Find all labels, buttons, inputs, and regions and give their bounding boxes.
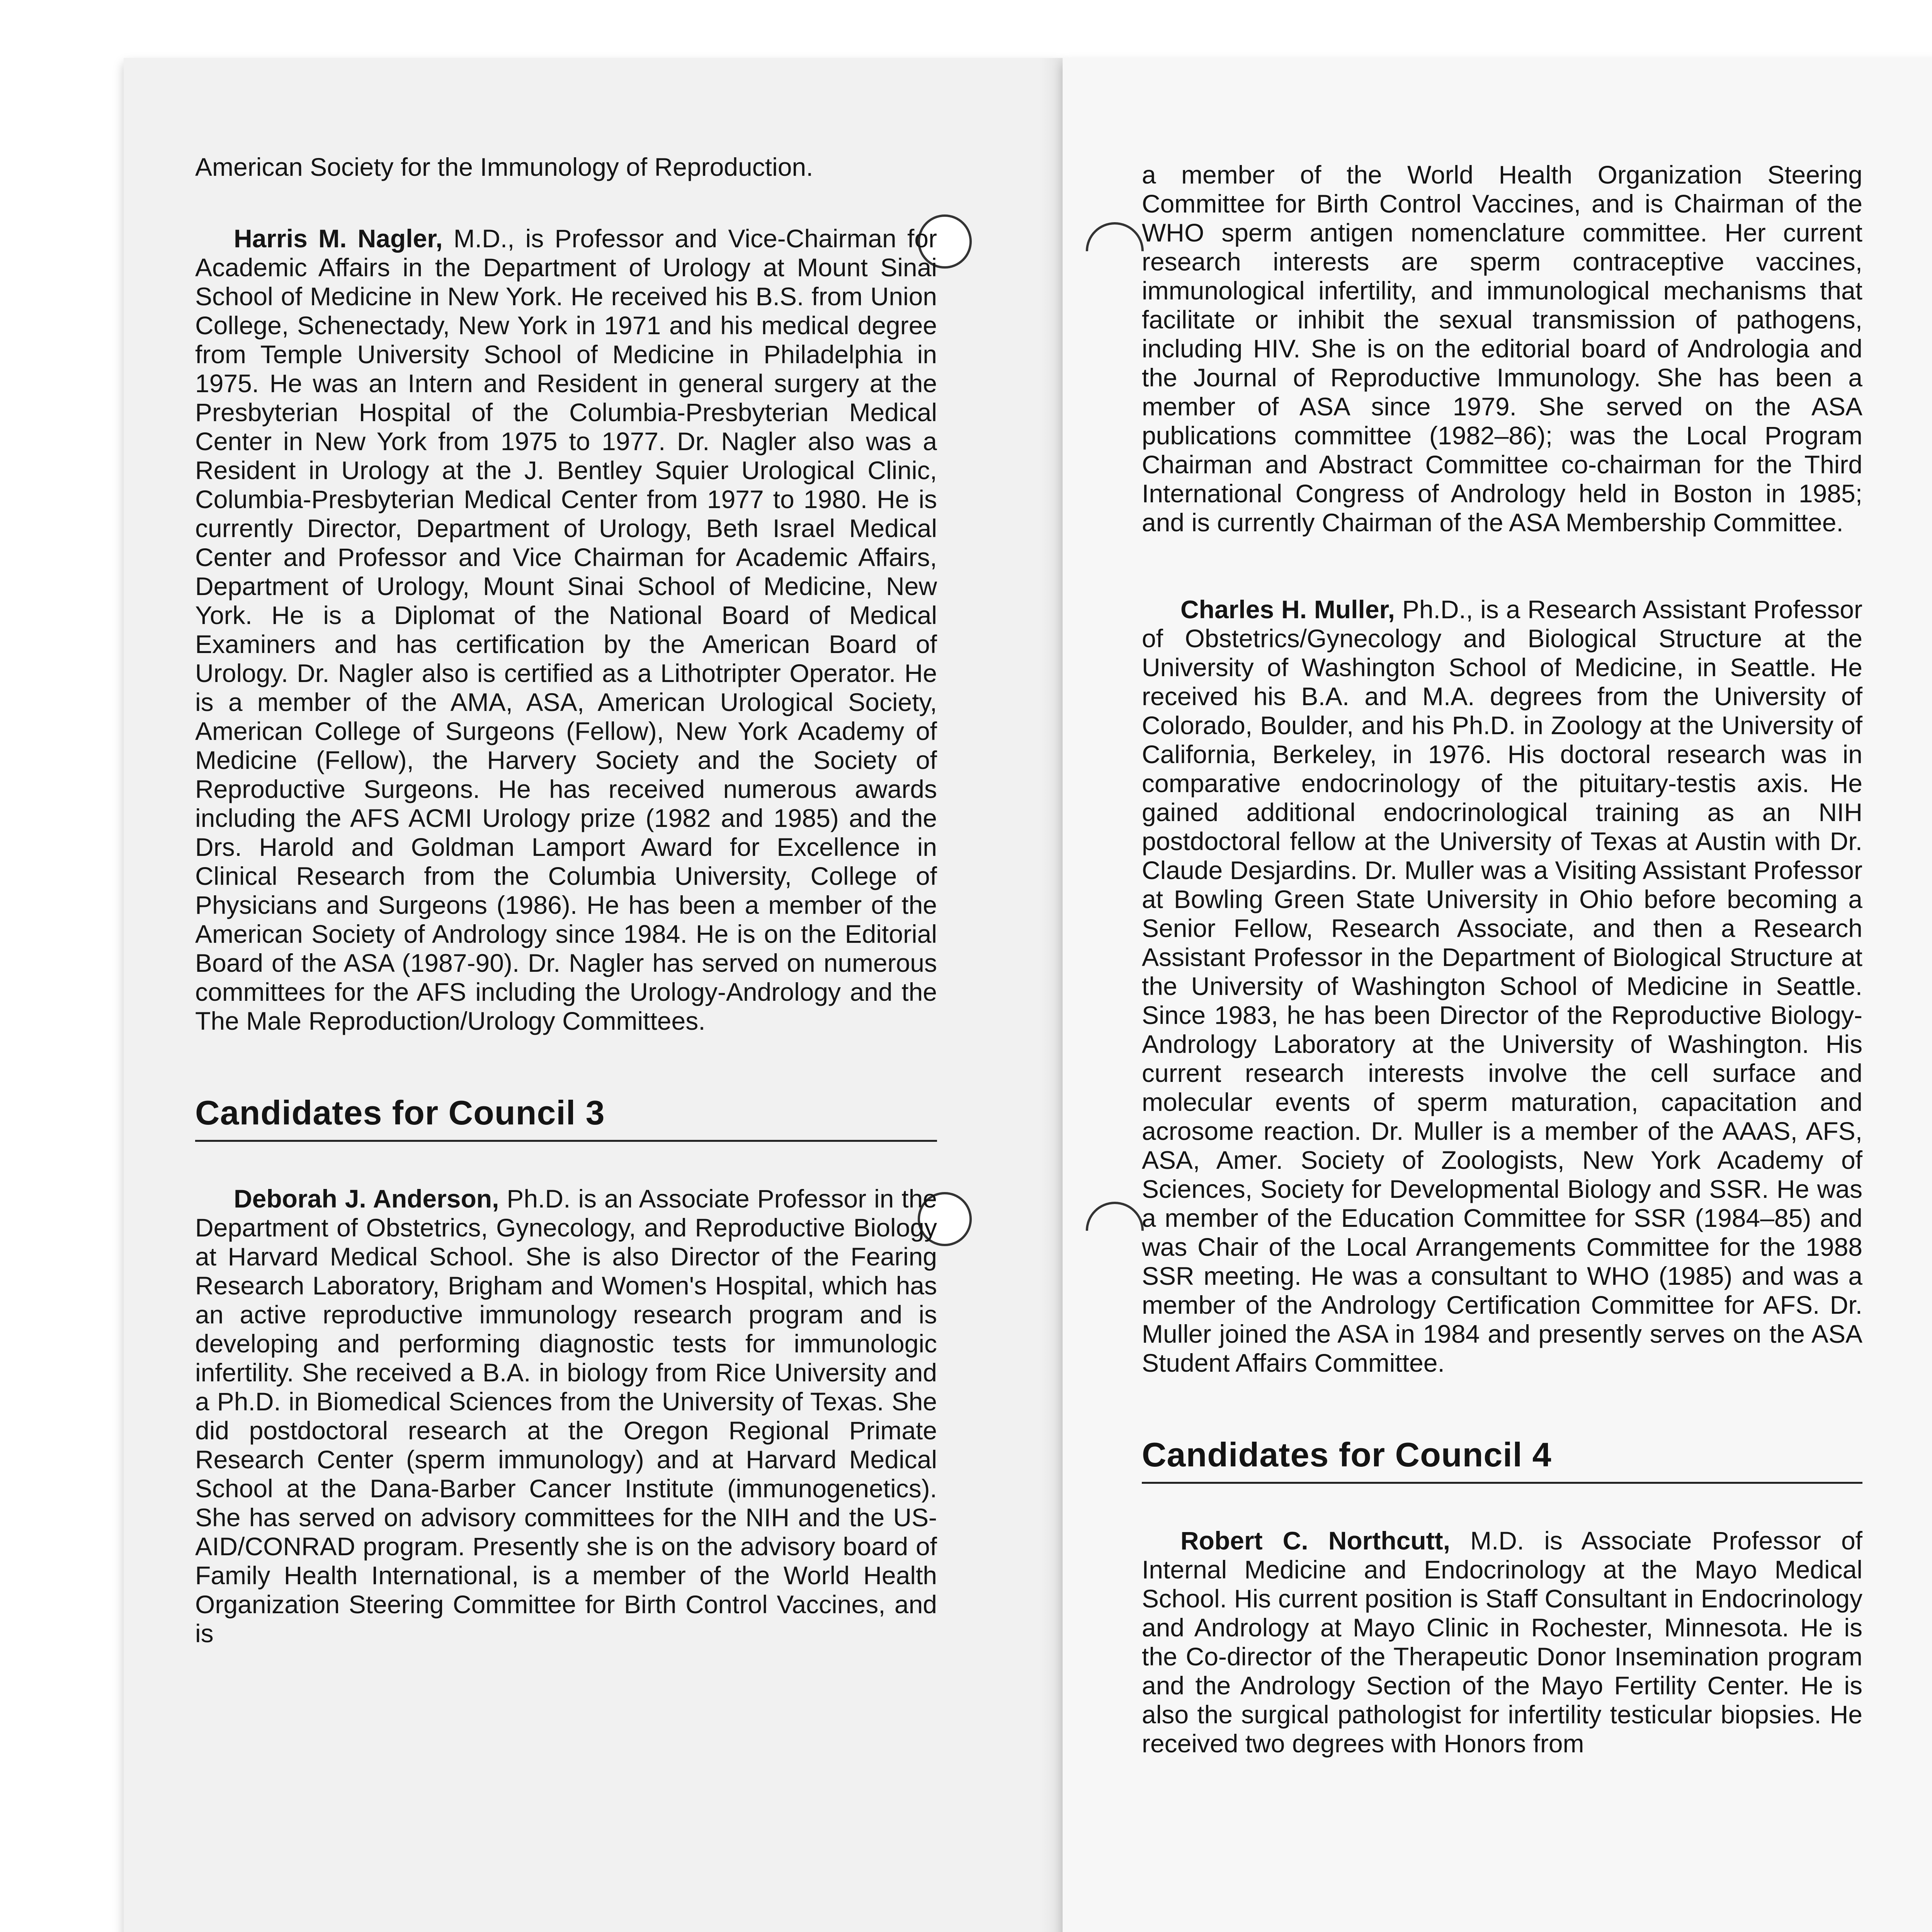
nagler-bio bbox=[195, 224, 937, 1036]
intro-text: American Society for the Immunology of Reproduction. bbox=[195, 153, 813, 181]
anderson-bio bbox=[195, 1184, 937, 1648]
council-4-heading: Candidates for Council 4 bbox=[1142, 1435, 1862, 1484]
northcutt-bio bbox=[1142, 1526, 1862, 1758]
council-3-heading: Candidates for Council 3 bbox=[195, 1094, 937, 1142]
nagler-name: Harris M. Nagler, bbox=[234, 224, 443, 253]
muller-name: Charles H. Muller, bbox=[1180, 595, 1395, 624]
northcutt-name: Robert C. Northcutt, bbox=[1180, 1526, 1450, 1555]
northcutt-text: M.D. is Associate Professor of Internal Medicine and Endocrinology at the Mayo Medical School. His current position is Staff Consultant in Endocrinology and Andrology at Mayo Clinic in Rochester, Minnesota. He is the Co-director of the Therapeutic Donor Insemination program and the Andrology Section of the Mayo Fertility Center. He is also the surgical pathologist for infertility testicular biopsies. He received two degrees with Honors from bbox=[1142, 1526, 1862, 1758]
anderson-text: Ph.D. is an Associate Professor in the Department of Obstetrics, Gynecology, and Reproductive Biology at Harvard Medical School. She is also Director of the Fearing Research Laboratory, Brigham and Women's Hospital, which has an active reproductive immunology research program and is developing and performing diagnostic tests for immunologic infertility. She received a B.A. in biology from Rice University and a Ph.D. in Biomedical Sciences from the University of Texas. She did postdoctoral research at the Oregon Regional Primate Research Center (sperm immunology) and at Harvard Medical School at the Dana-Barber Cancer Institute (immunogenetics). She has served on advisory committees for the NIH and the US-AID/CONRAD program. Presently she is on the advisory board of Family Health International, is a member of the World Health Organization Steering Committee for Birth Control Vaccines, and is bbox=[195, 1184, 937, 1648]
muller-bio bbox=[1142, 595, 1862, 1378]
anderson-bio-continued: a member of the World Health Organization Steering Committee for Birth Control Vaccines, and is Chairman of the WHO sperm antigen nomenclature committee. Her current research interests are sperm contraceptive vaccines, immunological infertility, and immunological mechanisms that facilitate or inhibit the sexual transmission of pathogens, including HIV. She is on the editorial board of Andrologia and the Journal of Reproductive Immunology. She has been a member of ASA since 1979. She served on the ASA publications committee (1982–86); was the Local Program Chairman and Abstract Committee co-chairman for the Third International Congress of Andrology held in Boston in 1985; and is currently Chairman of the ASA Membership Committee. bbox=[1142, 160, 1862, 537]
left-column bbox=[195, 153, 937, 1648]
nagler-text: M.D., is Professor and Vice-Chairman for Academic Affairs in the Department of Urology at Mount Sinai School of Medicine in New York. He received his B.S. from Union College, Schenectady, New York in 1971 and his medical degree from Temple University School of Medicine in Philadelphia in 1975. He was an Intern and Resident in general surgery at the Presbyterian Hospital of the Columbia-Presbyterian Medical Center in New York from 1975 to 1977. Dr. Nagler also was a Resident in Urology at the J. Bentley Squier Urological Clinic, Columbia-Presbyterian Medical Center from 1977 to 1980. He is currently Director, Department of Urology, Beth Israel Medical Center and Professor and Vice Chairman for Academic Affairs, Department of Urology, Mount Sinai School of Medicine, New York. He is a Diplomat of the National Board of Medical Examiners and has certification by the American Board of Urology. Dr. Nagler also is certified as a Lithotripter Operator. He is a member of the AMA, ASA, American Urological Society, American College of Surgeons (Fellow), New York Academy of Medicine (Fellow), the Harvery Society and the Society of Reproductive Surgeons. He has received numerous awards including the AFS ACMI Urology prize (1982 and 1985) and the Drs. Harold and Goldman Lamport Award for Excellence in Clinical Research from the Columbia University, College of Physicians and Surgeons (1986). He has been a member of the American Society of Andrology since 1984. He is on the Editorial Board of the ASA (1987-90). Dr. Nagler has served on numerous committees for the AFS including the Urology-Andrology and the The Male Reproduction/Urology Committees. bbox=[195, 224, 937, 1035]
right-column bbox=[1142, 160, 1862, 1758]
muller-text: Ph.D., is a Research Assistant Professor of Obstetrics/Gynecology and Biological Structure at the University of Washington School of Medicine, in Seattle. He received his B.A. and M.A. degrees from the University of Colorado, Boulder, and his Ph.D. in Zoology at the University of California, Berkeley, in 1976. His doctoral research was in comparative endocrinology of the pituitary-testis axis. He gained additional endocrinological training as an NIH postdoctoral fellow at the University of Texas at Austin with Dr. Claude Desjardins. Dr. Muller was a Visiting Assistant Professor at Bowling Green State University in Ohio before becoming a Senior Fellow, Research Associate, and then a Research Assistant Professor in the Department of Biological Structure at the University of Washington School of Medicine in Seattle. Since 1983, he has been Director of the Reproductive Biology-Andrology Laboratory at the University of Washington. His current research interests involve the cell surface and molecular events of sperm maturation, capacitation and acrosome reaction. Dr. Muller is a member of the AAAS, AFS, ASA, Amer. Society of Zoologists, New York Academy of Sciences, Society for Developmental Biology and SSR. He was a member of the Education Committee for SSR (1984–85) and was Chair of the Local Arrangements Committee for the 1988 SSR meeting. He was a consultant to WHO (1985) and was a member of the Andrology Certification Committee for AFS. Dr. Muller joined the ASA in 1984 and presently serves on the ASA Student Affairs Committee. bbox=[1142, 595, 1862, 1377]
anderson-name: Deborah J. Anderson, bbox=[234, 1184, 499, 1213]
